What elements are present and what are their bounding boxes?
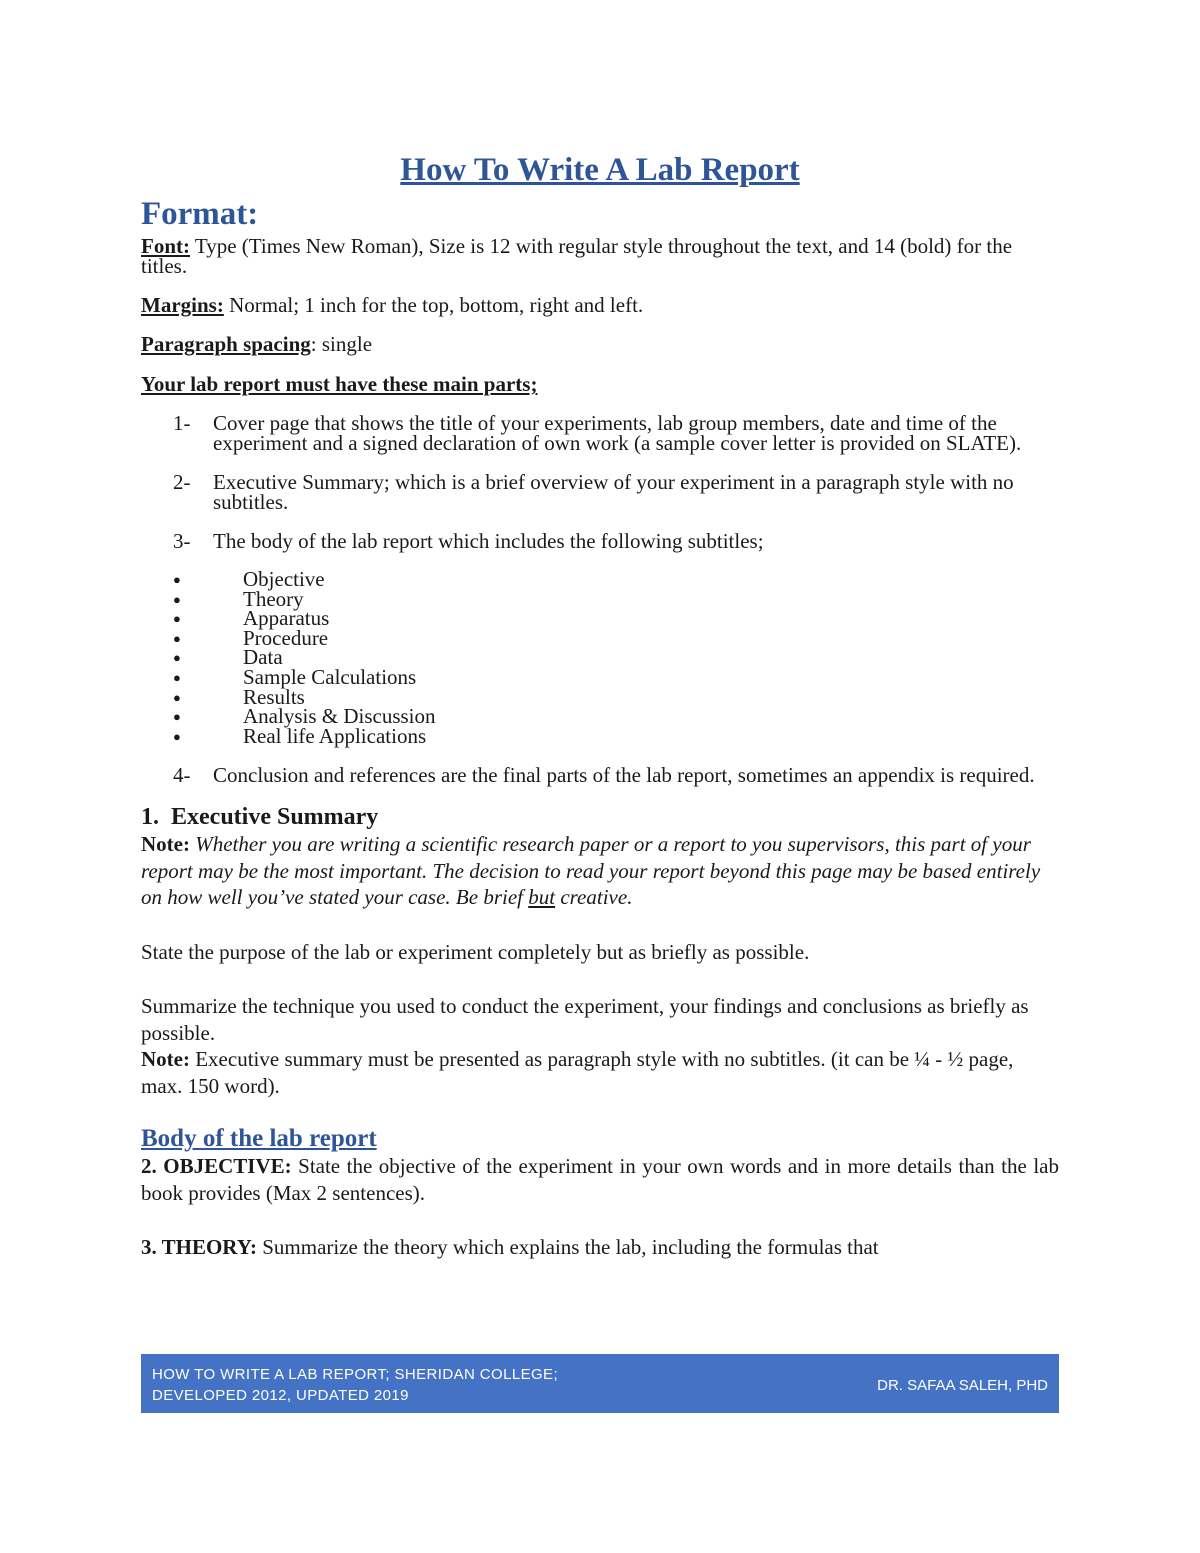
executive-summary-heading <box>141 803 1059 831</box>
document-title: How To Write A Lab Report <box>400 152 800 188</box>
bullet-text: Data <box>243 645 283 670</box>
font-text: Type (Times New Roman), Size is 12 with regular style throughout the text, and 14 (bold) for the titles. <box>141 234 1013 278</box>
bullet-icon: ● <box>173 689 181 705</box>
footer-line-2: DEVELOPED 2012, UPDATED 2019 <box>152 1387 409 1404</box>
item-text: The body of the lab report which includes the following subtitles; <box>213 529 764 553</box>
format-heading: Format: <box>141 196 259 232</box>
main-parts-heading: Your lab report must have these main parts; <box>141 372 538 396</box>
bullet-icon: ● <box>173 572 181 587</box>
theory-text: Summarize the theory which explains the lab, including the formulas that <box>256 1235 879 1260</box>
summarize-paragraph: Summarize the technique you used to conduct the experiment, your findings and conclusions as briefly as possible. <box>141 994 1029 1045</box>
spacer <box>141 1206 1059 1234</box>
note-label: Note: <box>141 832 190 857</box>
page-footer <box>141 1354 1059 1413</box>
bullet-icon: ● <box>173 630 181 646</box>
numbered-item <box>141 413 1059 453</box>
spacing-paragraph <box>141 334 1059 354</box>
section-number: 1. <box>141 804 159 831</box>
numbered-item <box>141 763 1059 788</box>
section-title: Executive Summary <box>171 804 379 831</box>
spacing-label: Paragraph spacing <box>141 332 311 356</box>
margins-paragraph <box>141 295 1059 315</box>
objective-paragraph <box>141 1153 1059 1206</box>
bullet-icon: ● <box>173 669 181 685</box>
margins-text: Normal; 1 inch for the top, bottom, right and left. <box>223 293 644 317</box>
subtitle-bullet-list <box>141 567 1059 748</box>
objective-label: 2. OBJECTIVE: <box>141 1154 292 1179</box>
footer-line-1: HOW TO WRITE A LAB REPORT; SHERIDAN COLLEGE; <box>152 1366 559 1383</box>
note2-text: Executive summary must be presented as paragraph style with no subtitles. (it can be ¼ - ½ page, max. 150 word). <box>141 1047 1014 1098</box>
spacer <box>141 965 1059 993</box>
item-text: Conclusion and references are the final parts of the lab report, sometimes an appendix is required. <box>213 763 1035 788</box>
footer-left <box>152 1364 558 1406</box>
bullet-item <box>141 723 1059 748</box>
bullet-icon: ● <box>173 709 181 725</box>
margins-label: Margins: <box>141 293 224 317</box>
spacing-text: : single <box>310 332 373 356</box>
bullet-text: Analysis & Discussion <box>243 704 436 729</box>
theory-label: 3. THEORY: <box>141 1235 257 1260</box>
bullet-icon: ● <box>173 611 181 627</box>
item-number: 2- <box>173 470 191 494</box>
executive-note <box>141 831 1059 911</box>
bullet-text: Real life Applications <box>243 723 427 748</box>
body-heading: Body of the lab report <box>141 1125 377 1153</box>
bullet-text: Objective <box>243 567 325 591</box>
executive-note-2 <box>141 1046 1059 1099</box>
bullet-text: Theory <box>243 586 304 611</box>
footer-author: DR. SAFAA SALEH, PHD <box>877 1377 1048 1394</box>
purpose-paragraph: State the purpose of the lab or experiment completely but as briefly as possible. <box>141 939 810 964</box>
note-text: Whether you are writing a scientific research paper or a report to you supervisors, this part of your report may be the most important. The decision to read your report beyond this page may be based entirely on how well you’ve stated your case. Be brief <box>141 832 1041 910</box>
item-number: 4- <box>173 763 191 788</box>
note-text-end: creative. <box>555 885 633 910</box>
document-page <box>141 150 1059 1261</box>
item-text: Cover page that shows the title of your experiments, lab group members, date and time of the experiment and a signed declaration of own work (a sample cover letter is provided on SLATE). <box>213 411 1022 455</box>
bullet-text: Results <box>243 684 305 709</box>
item-number: 3- <box>173 529 191 553</box>
bullet-icon: ● <box>173 728 181 744</box>
bullet-text: Sample Calculations <box>243 664 417 689</box>
bullet-text: Procedure <box>243 625 329 650</box>
font-label: Font: <box>141 234 190 258</box>
spacer <box>141 911 1059 939</box>
numbered-item <box>141 531 1059 551</box>
bullet-text: Apparatus <box>243 606 330 631</box>
objective-text: State the objective of the experiment in your own words and in more details than the lab book provides (Max 2 sentences). <box>141 1154 1059 1205</box>
numbered-item <box>141 472 1059 512</box>
note2-label: Note: <box>141 1047 190 1072</box>
bullet-icon: ● <box>173 591 181 607</box>
item-number: 1- <box>173 411 191 435</box>
theory-paragraph <box>141 1234 1059 1261</box>
font-paragraph <box>141 236 1059 276</box>
note-but: but <box>528 885 556 910</box>
item-text: Executive Summary; which is a brief overview of your experiment in a paragraph style with no subtitles. <box>213 470 1014 514</box>
bullet-icon: ● <box>173 650 181 666</box>
